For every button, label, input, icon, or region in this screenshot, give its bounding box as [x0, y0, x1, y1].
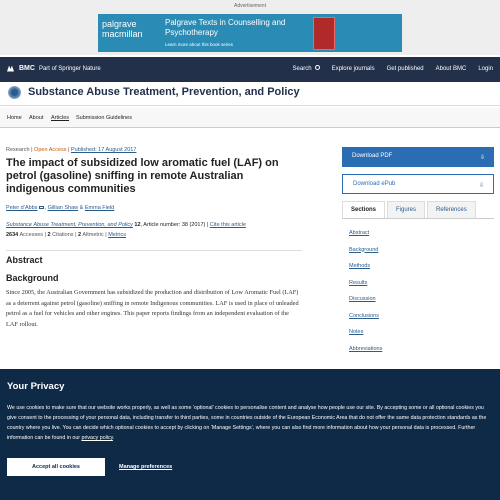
privacy-policy-link[interactable]: privacy policy	[81, 435, 113, 441]
explore-journals-link[interactable]: Explore journals	[331, 65, 375, 72]
get-published-link[interactable]: Get published	[386, 65, 424, 72]
top-navigation-links	[293, 65, 493, 72]
section-link-results[interactable]: Results	[349, 279, 368, 286]
download-pdf-label: Download PDF	[352, 153, 393, 159]
manage-preferences-button[interactable]: Manage preferences	[119, 464, 173, 470]
brand-tagline: Part of Springer Nature	[38, 65, 101, 72]
cookie-title: Your Privacy	[7, 381, 65, 392]
citations-count: 2	[47, 232, 51, 238]
section-link-methods[interactable]: Methods	[349, 263, 371, 269]
download-icon: ⇩	[478, 183, 484, 189]
published-date[interactable]: Published: 17 August 2017	[70, 147, 137, 153]
author-link[interactable]: Emma Field	[84, 205, 115, 211]
palgrave-logo	[102, 19, 143, 39]
ad-logo-line1: palgrave	[102, 19, 137, 29]
citation-volume: 12	[134, 222, 141, 228]
bmc-logo-icon	[7, 66, 14, 72]
article-sidebar	[342, 147, 494, 357]
cookie-description	[7, 403, 495, 443]
meta-separator: |	[105, 232, 109, 238]
ad-book-cover-image	[313, 17, 335, 50]
about-bmc-link[interactable]: About BMC	[435, 65, 467, 72]
meta-separator: |	[75, 232, 79, 238]
advertisement-label: Advertisement	[234, 3, 266, 9]
accesses-count: 2634	[6, 232, 19, 238]
article-title: The impact of subsidized low aromatic fuel (LAF) on petrol (gasoline) sniffing in remote Australian indigenous communities	[6, 157, 279, 195]
section-link-discussion[interactable]: Discussion	[349, 296, 376, 302]
section-link-conclusions[interactable]: Conclusions	[349, 312, 379, 319]
search-link-label: Search	[292, 66, 312, 72]
abstract-heading: Abstract	[6, 250, 302, 265]
bmc-logo-text: BMC	[19, 65, 35, 72]
download-epub-label: Download ePub	[353, 181, 396, 187]
section-link-background[interactable]: Background	[349, 246, 379, 253]
article-metrics	[6, 232, 302, 238]
cookie-text-end: .	[112, 435, 115, 441]
search-link[interactable]	[293, 65, 320, 72]
sidebar-tabs	[342, 201, 494, 219]
article-main	[6, 147, 302, 330]
section-list	[342, 225, 494, 357]
cookie-text-main: We use cookies to make sure that our website works properly, as well as some ‘optional’ cookies to personalise content and analyse how people use our site. By accepting some or all optional cookies you give consent to the processing of your personal data, including transfer to third parties, some in countries outside of the European Economic Area that do not offer the same data protection standards as the country where you live. You can decide which optional cookies to accept by clicking on ‘Manage Settings’, where you can also find more information about how your personal data is processed. Further information can be found in our	[7, 405, 487, 441]
download-pdf-button[interactable]	[342, 147, 494, 167]
cookie-consent-banner	[0, 369, 500, 500]
ad-banner[interactable]	[98, 14, 402, 52]
download-icon: ⇩	[479, 155, 485, 161]
subnav-submission-guidelines[interactable]: Submission Guidelines	[76, 115, 132, 121]
meta-separator: |	[68, 147, 71, 153]
citation-line	[6, 222, 302, 229]
top-navigation-bar	[0, 57, 500, 82]
email-icon[interactable]	[39, 206, 44, 210]
author-link[interactable]: Peter d’Abbs	[6, 205, 38, 211]
meta-separator: |	[44, 232, 48, 238]
altmetric-count: 2	[78, 232, 82, 238]
accesses-label: Accesses	[19, 232, 44, 238]
author-link[interactable]: Gillian Shaw	[47, 205, 79, 211]
ad-title: Palgrave Texts in Counselling and Psychotherapy	[165, 18, 286, 37]
citations-label: Citations	[52, 232, 74, 238]
ad-subtitle: Learn more about this book series	[165, 42, 234, 47]
journal-sub-navigation	[0, 108, 500, 128]
journal-logo-icon[interactable]	[8, 86, 21, 99]
citation-article-number: , Article number: 38 (2017)	[140, 222, 206, 228]
article-meta	[6, 147, 302, 153]
section-link-notes[interactable]: Notes	[349, 329, 364, 335]
section-link-abstract[interactable]: Abstract	[349, 230, 370, 236]
accept-all-cookies-button[interactable]: Accept all cookies	[7, 458, 105, 476]
subnav-home[interactable]: Home	[7, 115, 22, 121]
tab-sections[interactable]: Sections	[342, 201, 385, 218]
background-paragraph: Since 2005, the Australian Government has subsidized the production and distribution of Low Aromatic Fuel (LAF) as a deterrent against petrol (gasoline) sniffing in remote Indigenous communities. LAF is used in place of unleaded petrol as a fuel for vehicles and other engines. This paper reports findings from an independent evaluation of the LAF rollout.	[6, 289, 299, 328]
altmetric-label: Altmetric	[82, 232, 104, 238]
tab-references[interactable]: References	[427, 201, 476, 218]
subnav-about[interactable]: About	[29, 115, 44, 121]
ad-logo-line2: macmillan	[102, 29, 143, 39]
open-access-badge: Open Access	[34, 147, 67, 153]
citation-journal-link[interactable]: Substance Abuse Treatment, Prevention, and Policy	[6, 222, 133, 228]
meta-separator: |	[31, 147, 35, 153]
bmc-brand[interactable]	[7, 65, 101, 72]
subnav-articles[interactable]: Articles	[51, 115, 70, 121]
tab-figures[interactable]: Figures	[387, 201, 425, 218]
search-icon	[315, 65, 320, 70]
login-link[interactable]: Login	[478, 65, 493, 72]
metrics-link[interactable]: Metrics	[108, 232, 126, 238]
section-link-abbreviations[interactable]: Abbreviations	[349, 345, 383, 352]
article-type: Research	[6, 147, 30, 153]
cite-this-article-link[interactable]: Cite this article	[209, 222, 246, 228]
journal-title[interactable]: Substance Abuse Treatment, Prevention, and Policy	[28, 86, 300, 98]
meta-separator: |	[206, 222, 210, 228]
background-heading: Background	[6, 273, 59, 283]
download-epub-button[interactable]	[342, 174, 494, 194]
author-list: Peter d’Abbs , Gillian Shaw & Emma Field	[6, 205, 115, 211]
